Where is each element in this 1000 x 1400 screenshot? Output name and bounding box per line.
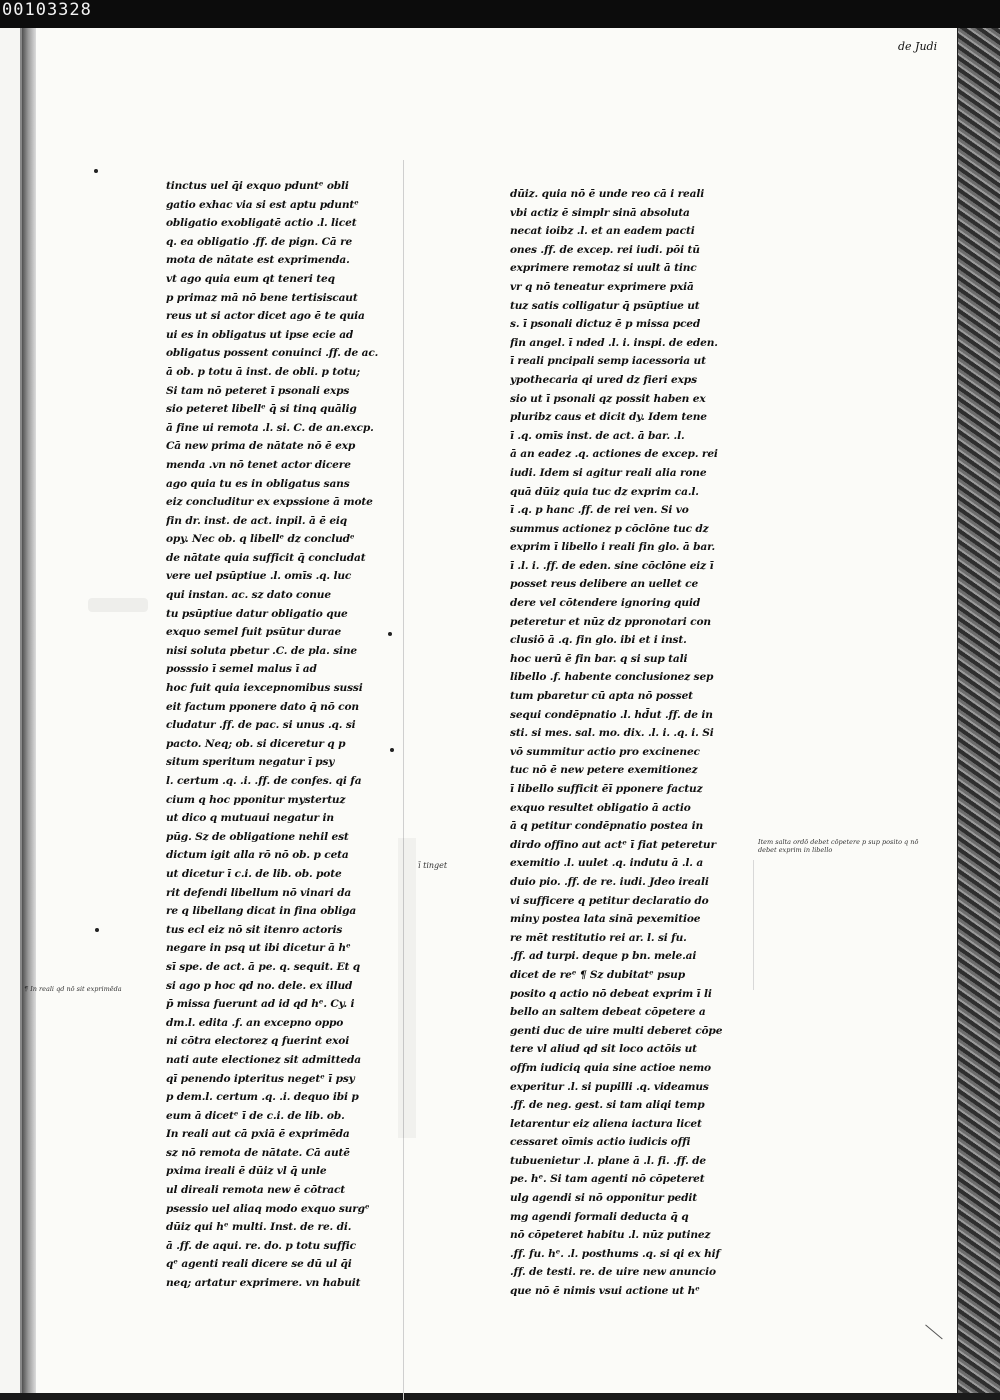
text-line: ago quia tu es in obligatus sans xyxy=(166,477,350,490)
text-line: nō cōpeteret habitu .l. nūz putinez xyxy=(510,1229,711,1242)
text-line: tuz satis colligatur q̄ psūptiue ut xyxy=(510,299,700,312)
text-line: sz nō remota de nātate. Cā autē xyxy=(166,1146,350,1159)
text-line: rit defendi libellum nō vinari da xyxy=(166,886,352,899)
text-line: exprimere remotaz si uult ā tinc xyxy=(510,262,697,275)
text-line: posito q actio nō debeat exprim ī li xyxy=(510,987,712,1000)
text-line: psessio uel aliaq modo exquo surgᵉ xyxy=(166,1202,370,1215)
text-line: pe. hᵉ. Si tam agenti nō cōpeteret xyxy=(510,1173,705,1186)
text-line: p primaz mā nō bene tertisiscaut xyxy=(166,291,358,304)
text-line: duio pio. .ff. de re. iudi. Jdeo ireali xyxy=(510,875,709,888)
text-line: neq; artatur exprimere. vn habuit xyxy=(166,1277,361,1290)
text-line: nati aute electionez sit admitteda xyxy=(166,1053,361,1066)
text-line: ones .ff. de excep. rei iudi. pōi tū xyxy=(510,243,700,256)
margin-dot-mark xyxy=(94,169,98,173)
text-line: hoc uerū ē fin bar. q si sup tali xyxy=(510,652,688,665)
text-line: posssio ī semel malus ī ad xyxy=(166,663,317,676)
text-line: q. ea obligatio .ff. de pign. Cā re xyxy=(166,235,353,248)
text-line: cium q hoc pponitur mystertuz xyxy=(166,793,346,806)
text-line: de nātate quia sufficit q̄ concludat xyxy=(166,551,366,564)
text-line: vr q nō teneatur exprimere pxiā xyxy=(510,280,694,293)
text-line: Cā new prima de nātate nō ē exp xyxy=(166,440,356,453)
text-line: fin dr. inst. de act. inpil. ā ē eiq xyxy=(166,514,348,527)
text-line: tinctus uel q̄i exquo pduntᵉ obli xyxy=(166,180,349,192)
text-line: .ff. de testi. re. de uire new anuncio xyxy=(510,1266,716,1279)
margin-ruling-line xyxy=(753,860,754,990)
text-line: gatio exhac via si est aptu pduntᵉ xyxy=(166,198,359,211)
text-line: si ago p hoc qd no. dele. ex illud xyxy=(166,979,353,992)
text-line: In reali aut cā pxiā ē exprimēda xyxy=(166,1128,350,1141)
microfilm-frame-id: 00103328 xyxy=(2,0,92,20)
text-line: vō summitur actio pro excinenec xyxy=(510,745,700,758)
text-line: sio ut ī psonali qz possit haben ex xyxy=(510,392,706,405)
text-line: re mēt restitutio rei ar. l. si fu. xyxy=(510,931,687,944)
text-line: necat ioibz .l. et an eadem pacti xyxy=(510,225,695,238)
text-line: .ff. fu. hᵉ. .l. posthums .q. si qi ex hif xyxy=(510,1247,720,1260)
text-line: sequi condēpnatio .l. hd̄ut .ff. de in xyxy=(510,708,713,721)
text-line: mota de nātate est exprimenda. xyxy=(166,254,350,267)
text-line: reus ut si actor dicet ago ē te quia xyxy=(166,310,365,323)
text-line: sī spe. de act. ā pe. q. sequit. Et q xyxy=(166,960,361,973)
text-line: ypothecaria qi ured dz fieri exps xyxy=(510,373,697,386)
text-line: tus ecl eiz nō sit itenro actoris xyxy=(166,923,343,936)
book-gutter xyxy=(22,28,36,1393)
text-line: que nō ē nimis vsui actione ut hᵉ xyxy=(510,1285,700,1298)
text-line: tere vl aliud qd sit loco actōis ut xyxy=(510,1043,697,1056)
text-line: posset reus delibere an uellet ce xyxy=(510,578,699,591)
left-margin-gloss: ¶ In reali qd nō sit exprimēda xyxy=(24,985,122,993)
text-line: exquo semel fuit psūtur durae xyxy=(166,626,342,639)
text-line: qᵉ agenti reali dicere se dū ul q̄i xyxy=(166,1258,352,1271)
text-line: qī penendo ipteritus negetᵉ ī psy xyxy=(166,1072,355,1085)
text-line: ā q petitur condēpnatio postea in xyxy=(510,820,703,833)
text-line: cludatur .ff. de pac. si unus .q. si xyxy=(166,719,356,732)
text-line: .ff. de neg. gest. si tam aliqi temp xyxy=(510,1099,705,1112)
text-line: ā fine ui remota .l. si. C. de an.excp. xyxy=(166,421,374,434)
middle-margin-gloss: ī tinget xyxy=(418,861,448,870)
text-line: obligatus possent conuinci .ff. de ac. xyxy=(166,347,379,360)
text-line: ni cōtra electorez q fuerint exoi xyxy=(166,1035,350,1048)
text-line: l. certum .q. .i. .ff. de confes. qi fa xyxy=(166,775,362,787)
text-line: vi sufficere q petitur declaratio do xyxy=(510,894,709,907)
right-margin-gloss: Item salta ordō debet cōpetere p sup posito q nō debet exprim in libello xyxy=(758,838,919,854)
text-line: ī .q. omīs inst. de act. ā bar. .l. xyxy=(510,429,685,442)
text-line: peteretur et nūz dz ppronotari con xyxy=(510,615,711,628)
microfilm-header-strip xyxy=(0,0,1000,28)
smudge-mark xyxy=(88,598,148,612)
text-line: ut dico q mutuaui negatur in xyxy=(166,812,334,825)
text-line: tubuenietur .l. plane ā .l. fi. .ff. de xyxy=(510,1154,706,1167)
text-line: opy. Nec ob. q libellᵉ dz concludᵉ xyxy=(166,533,355,546)
text-line: vere uel psūptiue .l. omīs .q. luc xyxy=(166,570,352,583)
text-line: ā ob. p totu ā inst. de obli. p totu; xyxy=(166,365,360,378)
text-line: fin angel. ī nded .l. i. inspi. de eden. xyxy=(510,336,718,349)
text-line: dūiz. quia nō ē unde reo cā i reali xyxy=(510,188,705,200)
facing-page-edge xyxy=(0,28,22,1393)
text-line: genti duc de uire multi deberet cōpe xyxy=(510,1024,723,1037)
text-line: eiz concluditur ex expssione ā mote xyxy=(166,496,373,509)
text-line: qui instan. ac. sz dato conue xyxy=(166,589,331,602)
text-line: letarentur eiz aliena iactura licet xyxy=(510,1117,702,1130)
text-line: experitur .l. si pupilli .q. videamus xyxy=(510,1080,709,1093)
text-line: ui es in obligatus ut ipse ecie ad xyxy=(166,328,354,341)
text-line: dūiz qui hᵉ multi. Inst. de re. di. xyxy=(166,1221,352,1234)
text-line: pxima ireali ē dūiz vl q̄ unle xyxy=(166,1165,327,1178)
text-line: eit factum pponere dato q̄ nō con xyxy=(166,700,359,713)
text-line: sti. si mes. sal. mo. dix. .l. i. .q. i. Si xyxy=(510,727,714,740)
text-line: dicet de reᵉ ¶ Sz dubitatᵉ psup xyxy=(510,968,685,981)
text-line: tu psūptiue datur obligatio que xyxy=(166,607,348,620)
text-line: ut dicetur ī c.i. de lib. ob. pote xyxy=(166,867,342,880)
text-line: .ff. ad turpi. deque p bn. mele.ai xyxy=(510,950,697,963)
text-line: tuc nō ē new petere exemitionez xyxy=(510,764,698,777)
binding-background xyxy=(958,28,1000,1393)
text-line: exemitio .l. uulet .q. indutu ā .l. a xyxy=(510,857,704,870)
text-line: ī .q. p hanc .ff. de rei ven. Si vo xyxy=(510,504,689,517)
text-line: clusiō ā .q. fin glo. ibi et i inst. xyxy=(510,634,687,647)
text-line: exprim ī libello i reali fin glo. ā bar. xyxy=(510,541,716,554)
text-line: situm speritum negatur ī psy xyxy=(166,756,335,769)
text-line: menda .vn nō tenet actor dicere xyxy=(166,458,351,471)
text-line: ī .l. i. .ff. de eden. sine cōclōne eiz ī xyxy=(510,559,714,572)
text-line: ā an eadez .q. actiones de excep. rei xyxy=(510,448,718,461)
left-text-column xyxy=(166,177,412,1293)
text-line: vbi actiz ē simplr sinā absoluta xyxy=(510,206,690,219)
text-line: pūg. Sz de obligatione nehil est xyxy=(166,830,349,843)
text-line: p dem.l. certum .q. .i. dequo ibi p xyxy=(166,1091,359,1104)
text-line: tum pbaretur cū apta nō posset xyxy=(510,690,693,703)
text-line: dere vel cōtendere ignoring quid xyxy=(510,597,701,610)
running-head: de Judi xyxy=(898,40,938,53)
text-line: eum ā dicetᵉ ī de c.i. de lib. ob. xyxy=(166,1109,345,1122)
text-line: negare in psq ut ibi dicetur ā hᵉ xyxy=(166,942,351,955)
text-line: quā dūiz quia tuc dz exprim ca.l. xyxy=(510,485,699,498)
text-line: pacto. Neq; ob. si diceretur q p xyxy=(166,737,346,750)
text-line: p̄ missa fuerunt ad id qd hᵉ. Cy. i xyxy=(166,998,355,1011)
margin-dot-mark xyxy=(95,928,99,932)
text-line: Si tam nō peteret ī psonali exps xyxy=(166,384,350,397)
text-line: exquo resultet obligatio ā actio xyxy=(510,801,691,814)
text-line: dm.l. edita .f. an excepno oppo xyxy=(166,1016,344,1029)
text-line: pluribz caus et dicit dy. Idem tene xyxy=(510,411,707,424)
text-line: ā .ff. de aqui. re. do. p totu suffic xyxy=(166,1239,356,1252)
text-line: hoc fuit quia iexcepnomibus sussi xyxy=(166,682,363,695)
text-line: libello .f. habente conclusionez sep xyxy=(510,671,714,684)
text-line: s. ī psonali dictuz ē p missa pced xyxy=(510,318,701,331)
text-line: offm iudiciq quia sine actioe nemo xyxy=(510,1061,711,1074)
text-line: vt ago quia eum qt teneri teq xyxy=(166,272,335,285)
text-line: dirdo offino aut actᵉ ī fiat peteretur xyxy=(510,838,716,851)
right-text-column xyxy=(510,185,750,1301)
text-line: ī reali pncipali semp iacessoria ut xyxy=(510,355,706,368)
text-line: mg agendi formali deducta q̄ q xyxy=(510,1210,689,1223)
text-line: sio peteret libellᵉ q̄ si tinq quālig xyxy=(166,403,357,416)
text-line: iudi. Idem si agitur reali alia rone xyxy=(510,466,707,479)
text-line: ī libello sufficit ēī pponere factuz xyxy=(510,783,703,795)
text-line: obligatio exobligatē actio .l. licet xyxy=(166,217,357,230)
text-line: re q libellang dicat in fina obliga xyxy=(166,905,357,918)
text-line: summus actionez p cōclōne tuc dz xyxy=(510,522,709,535)
text-line: cessaret oīmis actio iudicis offi xyxy=(510,1136,691,1149)
text-line: nisi soluta pbetur .C. de pla. sine xyxy=(166,644,358,657)
text-line: miny postea lata sinā pexemitioe xyxy=(510,913,701,926)
text-line: ulg agendi si nō opponitur pedit xyxy=(510,1192,697,1205)
text-line: bello an saltem debeat cōpetere a xyxy=(510,1006,706,1019)
text-line: dictum igit alla rō nō ob. p ceta xyxy=(166,849,349,862)
text-line: ul direali remota new ē cōtract xyxy=(166,1184,346,1197)
